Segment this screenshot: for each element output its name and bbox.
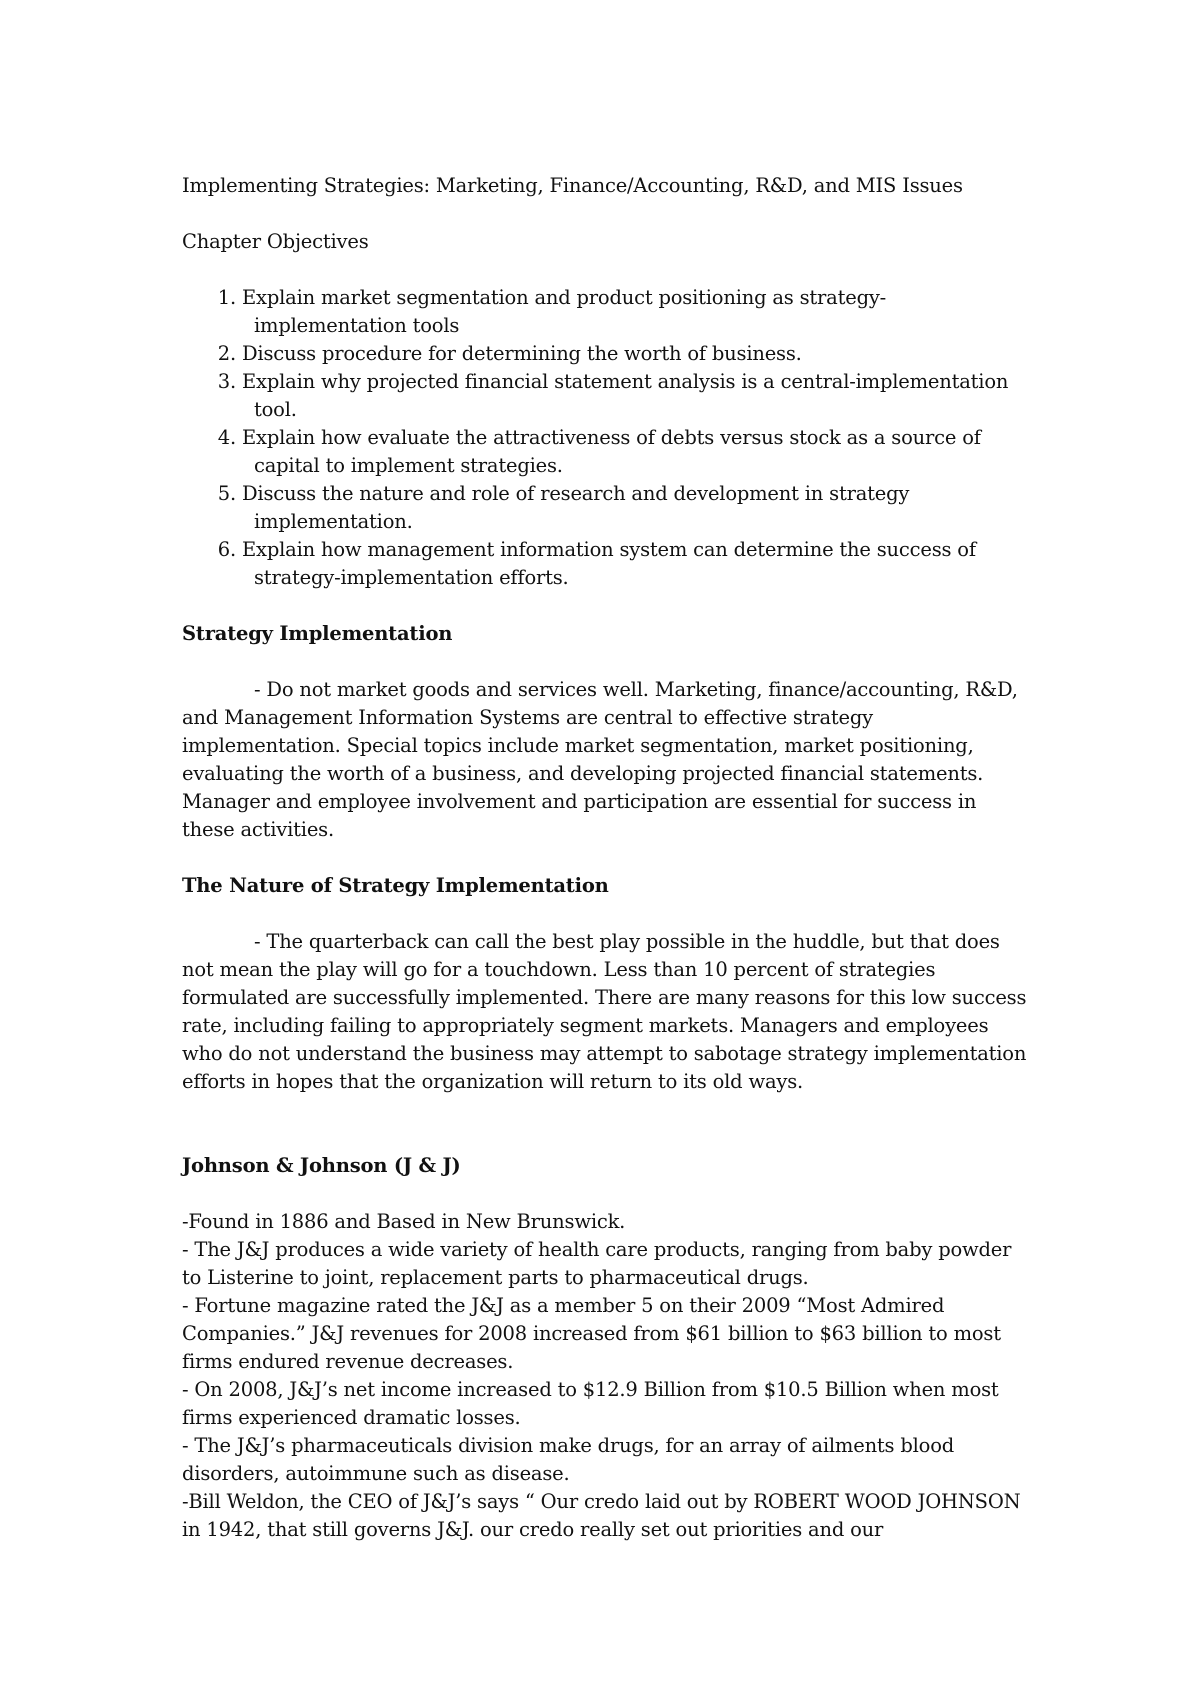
jnj-fact: - Fortune magazine rated the J&J as a member 5 on their 2009 “Most Admired Companies.” J&J revenues for 2008 increased from $61 billion to $63 billion to most firms endured revenue decreases. <box>182 1294 1001 1373</box>
jnj-fact: - On 2008, J&J’s net income increased to $12.9 Billion from $10.5 Billion when most firms experienced dramatic losses. <box>182 1378 999 1429</box>
jnj-fact: -Found in 1886 and Based in New Brunswick. <box>182 1210 626 1233</box>
strategy-implementation-heading: Strategy Implementation <box>182 622 453 645</box>
objective-item: 5. Discuss the nature and role of research and development in strategy implementation. <box>242 480 1032 536</box>
jnj-fact: - The J&J produces a wide variety of health care products, ranging from baby powder to Listerine to joint, replacement parts to pharmaceutical drugs. <box>182 1238 1012 1289</box>
jnj-fact: - The J&J’s pharmaceuticals division make drugs, for an array of ailments blood disorders, autoimmune such as disease. <box>182 1434 955 1485</box>
objective-item: 2. Discuss procedure for determining the worth of business. <box>242 340 1032 368</box>
chapter-objectives-label: Chapter Objectives <box>182 230 369 253</box>
objectives-list <box>182 284 1032 592</box>
objective-item: 3. Explain why projected financial statement analysis is a central-implementation tool. <box>242 368 1032 424</box>
jnj-facts-list <box>182 1208 1032 1544</box>
objective-item: 6. Explain how management information system can determine the success of strategy-implementation efforts. <box>242 536 1032 592</box>
objective-item: 4. Explain how evaluate the attractiveness of debts versus stock as a source of capital to implement strategies. <box>242 424 1032 480</box>
jnj-fact: -Bill Weldon, the CEO of J&J’s says “ Our credo laid out by ROBERT WOOD JOHNSON in 1942, that still governs J&J. our credo really set out priorities and our <box>182 1490 1021 1541</box>
objective-item: 1. Explain market segmentation and product positioning as strategy-implementation tools <box>242 284 1032 340</box>
nature-heading: The Nature of Strategy Implementation <box>182 874 609 897</box>
blank-line <box>182 1124 1032 1152</box>
nature-paragraph: - The quarterback can call the best play possible in the huddle, but that does not mean the play will go for a touchdown. Less than 10 percent of strategies formulated are successfully implemented. There are many reasons for this low success rate, including failing to appropriately segment markets. Managers and employees who do not understand the business may attempt to sabotage strategy implementation efforts in hopes that the organization will return to its old ways. <box>182 930 1027 1093</box>
document-title: Implementing Strategies: Marketing, Finance/Accounting, R&D, and MIS Issues <box>182 174 963 197</box>
document-body <box>182 172 1032 1544</box>
strategy-implementation-paragraph: - Do not market goods and services well. Marketing, finance/accounting, R&D, and Management Information Systems are central to effective strategy implementation. Special topics include market segmentation, market positioning, evaluating the worth of a business, and developing projected financial statements. Manager and employee involvement and participation are essential for success in these activities. <box>182 678 1018 841</box>
jnj-heading: Johnson & Johnson (J & J) <box>182 1154 461 1177</box>
